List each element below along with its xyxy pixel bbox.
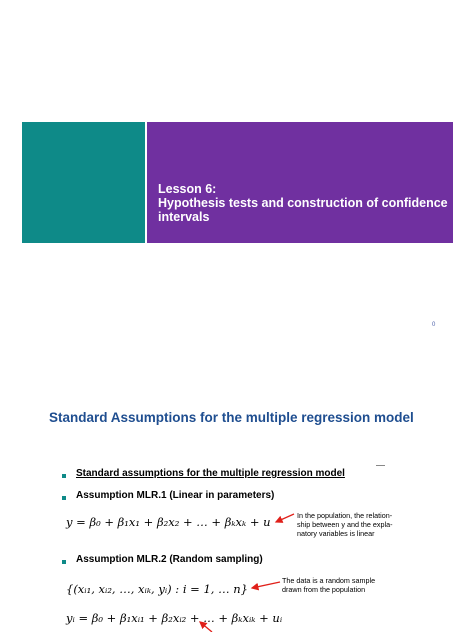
slide-title: Standard Assumptions for the multiple regression model	[49, 410, 414, 425]
lesson-title-line-3: intervals	[158, 210, 210, 224]
page-number: 0	[432, 322, 436, 328]
bullet-standard-assumptions: Standard assumptions for the multiple regression model	[76, 468, 345, 479]
lesson-title-line-2: Hypothesis tests and construction of confidence	[158, 196, 448, 210]
arrow-icon	[252, 582, 280, 588]
bullet-mlr1: Assumption MLR.1 (Linear in parameters)	[76, 490, 275, 501]
equation-mlr1: y = β₀ + β₁x₁ + β₂x₂ + … + βₖxₖ + u	[66, 515, 271, 529]
arrow-icon	[276, 514, 294, 522]
note-linear-line: ship between y and the expla-	[297, 520, 393, 529]
note-random-line: drawn from the population	[282, 585, 366, 594]
arrow-icon	[200, 622, 212, 632]
note-random-line: The data is a random sample	[282, 576, 376, 585]
equation-mlr2: {(xᵢ₁, xᵢ₂, …, xᵢₖ, yᵢ) : i = 1, … n}	[66, 582, 248, 596]
note-linear-line: natory variables is linear	[297, 529, 375, 538]
note-linear-line: In the population, the relation-	[297, 511, 393, 520]
equation-mlr2-model: yᵢ = β₀ + β₁xᵢ₁ + β₂xᵢ₂ + … + βₖxᵢₖ + uᵢ	[66, 611, 283, 625]
bullet-mlr2: Assumption MLR.2 (Random sampling)	[76, 554, 263, 565]
lesson-title-line-1: Lesson 6:	[158, 182, 217, 196]
